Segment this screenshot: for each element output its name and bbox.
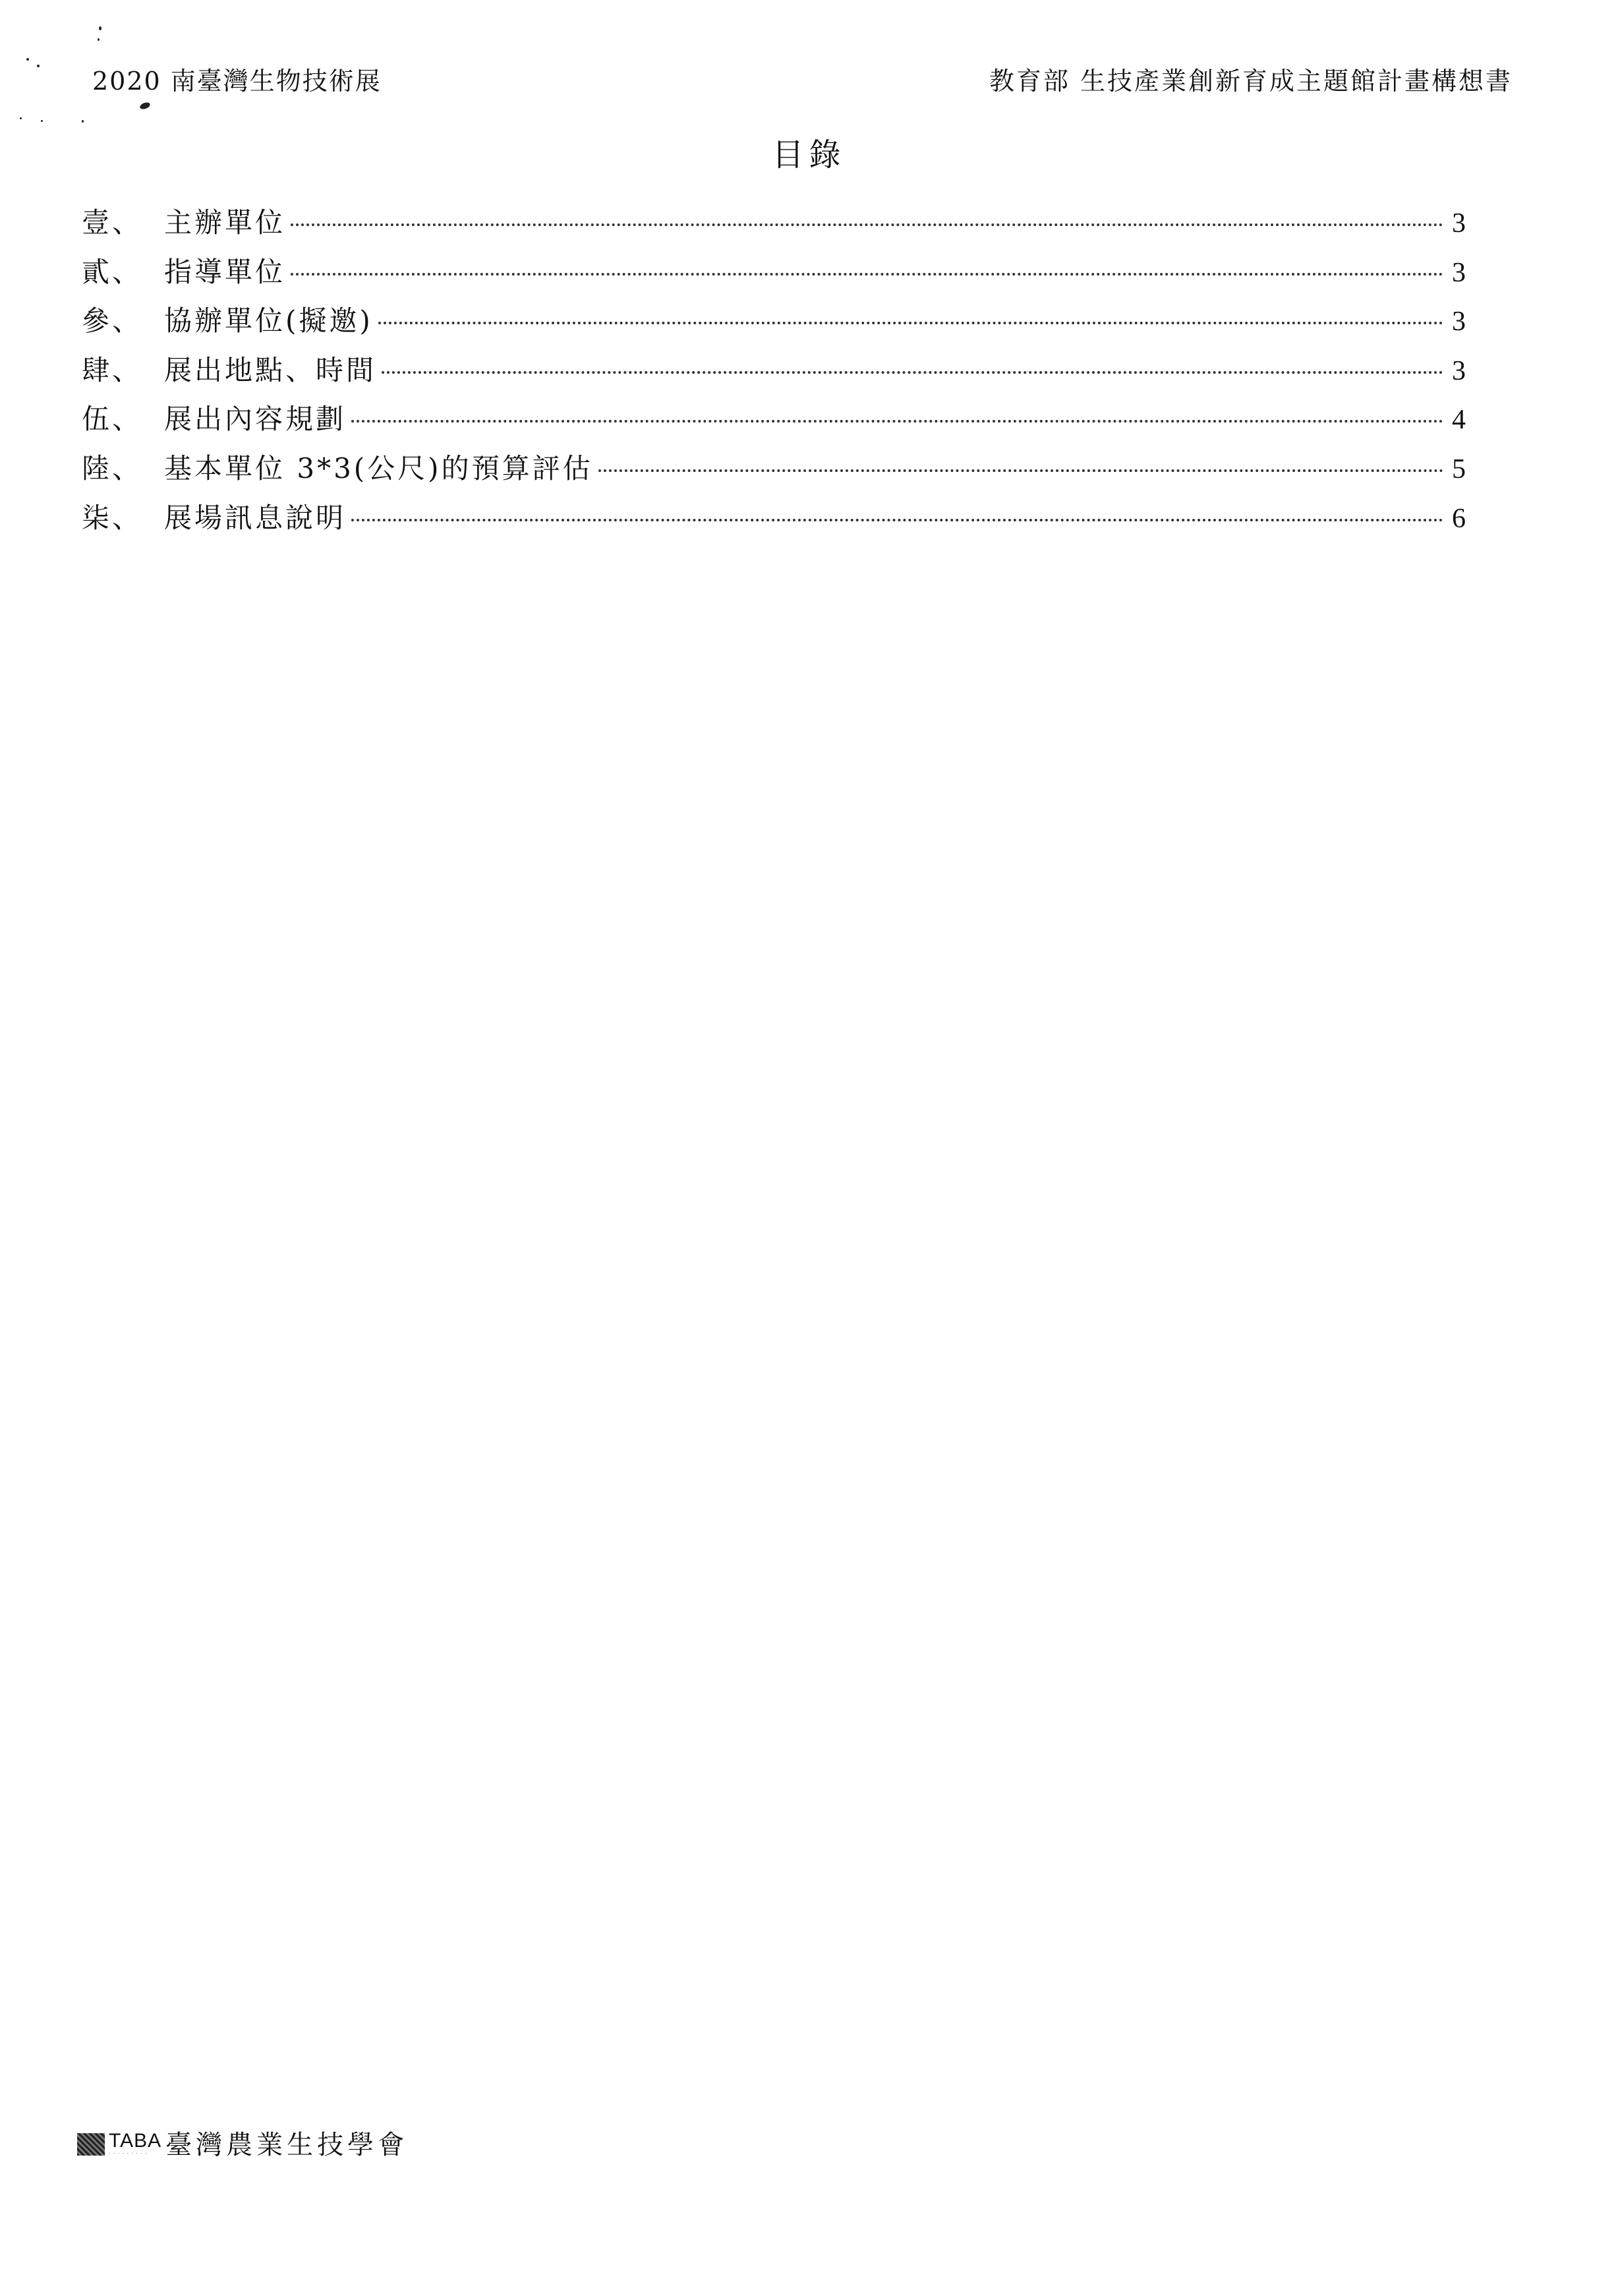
toc-entry-label: 展場訊息說明 xyxy=(164,501,347,534)
toc-entry-number: 肆、 xyxy=(82,353,143,386)
scan-speck xyxy=(26,58,29,61)
toc-entry-page: 3 xyxy=(1452,307,1466,338)
toc-entry-label: 協辦單位(擬邀) xyxy=(164,305,373,338)
header-event-title: 2020 南臺灣生物技術展 xyxy=(92,67,382,96)
dot-leader xyxy=(382,371,1443,374)
logo-abbreviation: TABA xyxy=(109,2130,162,2152)
toc-entry[interactable] xyxy=(82,201,1466,250)
toc-entry-label: 指導單位 xyxy=(164,255,286,288)
toc-entry-page: 3 xyxy=(1452,355,1466,386)
dot-leader xyxy=(351,420,1443,423)
logo-subtitle-dots: · · · · · · · · · xyxy=(109,2150,148,2156)
toc-entry-number: 參、 xyxy=(82,305,143,338)
dot-leader xyxy=(378,322,1443,324)
scan-speck xyxy=(82,120,84,123)
footer-org-logo xyxy=(77,2131,408,2160)
scan-speck xyxy=(139,102,151,111)
scan-speck xyxy=(37,65,40,67)
toc-entry-label: 主辦單位 xyxy=(164,206,286,239)
toc-entry-number: 貳、 xyxy=(82,255,143,288)
toc-entry-number: 伍、 xyxy=(82,403,143,436)
toc-entry-page: 4 xyxy=(1452,405,1466,436)
taba-logo-icon xyxy=(77,2133,105,2156)
dot-leader xyxy=(351,519,1443,521)
toc-entry-number: 壹、 xyxy=(82,206,143,239)
toc-entry-page: 3 xyxy=(1452,257,1466,288)
toc-entry[interactable] xyxy=(82,299,1466,349)
toc-entry-number: 柒、 xyxy=(82,501,143,534)
logo-text xyxy=(109,2132,161,2157)
toc-entry[interactable] xyxy=(82,496,1466,546)
page-title: 目錄 xyxy=(772,136,846,173)
toc-entry[interactable] xyxy=(82,397,1466,447)
scan-speck xyxy=(99,26,101,30)
toc-entry-label: 展出內容規劃 xyxy=(164,403,347,436)
toc-entry[interactable] xyxy=(82,349,1466,398)
scan-speck xyxy=(98,38,100,41)
dot-leader xyxy=(598,469,1443,472)
toc-entry[interactable] xyxy=(82,250,1466,300)
scan-speck xyxy=(20,117,22,119)
table-of-contents xyxy=(82,201,1466,545)
dot-leader xyxy=(291,223,1443,226)
header-document-title: 教育部 生技產業創新育成主題館計畫構想書 xyxy=(989,67,1513,96)
toc-entry-page: 6 xyxy=(1452,503,1466,534)
toc-entry-page: 3 xyxy=(1452,208,1466,239)
organization-name: 臺灣農業生技學會 xyxy=(165,2130,409,2160)
toc-entry-label: 展出地點、時間 xyxy=(164,353,377,386)
toc-entry[interactable] xyxy=(82,447,1466,496)
dot-leader xyxy=(291,273,1443,276)
scan-speck xyxy=(41,120,43,122)
toc-entry-number: 陸、 xyxy=(82,452,143,485)
toc-entry-label: 基本單位 3*3(公尺)的預算評估 xyxy=(164,452,593,485)
toc-entry-page: 5 xyxy=(1452,454,1466,485)
